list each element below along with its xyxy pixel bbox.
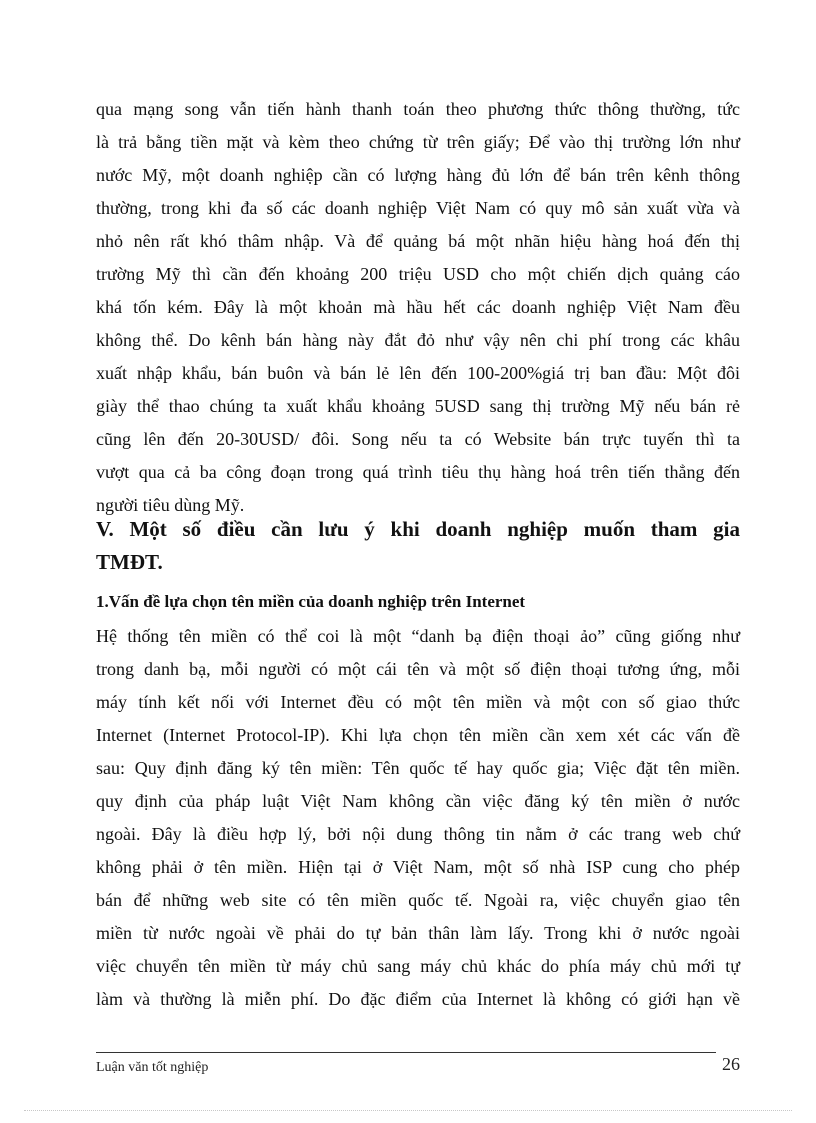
- page-bottom-divider: [24, 1110, 792, 1111]
- paragraph-line: không phải ở tên miền. Hiện tại ở Việt Nam, một số nhà ISP cung cho phép: [96, 857, 740, 877]
- section-heading-line: V. Một số điều cần lưu ý khi doanh nghiệp muốn tham gia: [96, 517, 740, 541]
- paragraph-line: nước Mỹ, một doanh nghiệp cần có lượng hàng đủ lớn để bán trên kênh thông: [96, 165, 740, 185]
- paragraph-line: cũng lên đến 20-30USD/ đôi. Song nếu ta có Website bán trực tuyến thì ta: [96, 429, 740, 449]
- section-heading-line: TMĐT.: [96, 550, 163, 574]
- paragraph-line: trong danh bạ, mỗi người có một cái tên và một số điện thoại tương ứng, mỗi: [96, 659, 740, 679]
- paragraph-line: Hệ thống tên miền có thể coi là một “danh bạ điện thoại ảo” cũng giống như: [96, 626, 740, 646]
- paragraph-line: thường, trong khi đa số các doanh nghiệp Việt Nam có quy mô sản xuất vừa và: [96, 198, 740, 218]
- paragraph-line: Internet (Internet Protocol-IP). Khi lựa chọn tên miền cần xem xét các vấn đề: [96, 725, 740, 745]
- paragraph-line: vượt qua cả ba công đoạn trong quá trình tiêu thụ hàng hoá trên tiến thẳng đến: [96, 462, 740, 482]
- paragraph-line: xuất nhập khẩu, bán buôn và bán lẻ lên đến 100-200%giá trị ban đầu: Một đôi: [96, 363, 740, 383]
- paragraph-line: không thể. Do kênh bán hàng này đắt đỏ như vậy nên chi phí trong các khâu: [96, 330, 740, 350]
- paragraph-line: là trả bằng tiền mặt và kèm theo chứng từ trên giấy; Để vào thị trường lớn như: [96, 132, 740, 152]
- paragraph-line: khá tốn kém. Đây là một khoản mà hầu hết các doanh nghiệp Việt Nam đều: [96, 297, 740, 317]
- paragraph-line: quy định của pháp luật Việt Nam không cần việc đăng ký tên miền ở nước: [96, 791, 740, 811]
- paragraph-line: việc chuyển tên miền từ máy chủ sang máy chủ khác do phía máy chủ mới tự: [96, 956, 740, 976]
- paragraph-line: người tiêu dùng Mỹ.: [96, 495, 245, 515]
- paragraph-line: nhỏ nên rất khó thâm nhập. Và để quảng bá một nhãn hiệu hàng hoá đến thị: [96, 231, 740, 251]
- paragraph-line: máy tính kết nối với Internet đều có một tên miền và một con số giao thức: [96, 692, 740, 712]
- page-number: 26: [722, 1054, 740, 1074]
- subsection-heading: 1.Vấn đề lựa chọn tên miền của doanh nghiệp trên Internet: [96, 592, 526, 611]
- footer-divider: [96, 1052, 716, 1053]
- paragraph-line: giày thể thao chúng ta xuất khẩu khoảng 5USD sang thị trường Mỹ nếu bán rẻ: [96, 396, 740, 416]
- paragraph-line: bán để những web site có tên miền quốc tế. Ngoài ra, việc chuyển giao tên: [96, 890, 740, 910]
- paragraph-line: sau: Quy định đăng ký tên miền: Tên quốc tế hay quốc gia; Việc đặt tên miền.: [96, 758, 740, 778]
- paragraph-line: miền từ nước ngoài về phải do tự bản thân làm lấy. Trong khi ở nước ngoài: [96, 923, 740, 943]
- paragraph-line: làm và thường là miễn phí. Do đặc điểm của Internet là không có giới hạn về: [96, 989, 740, 1009]
- paragraph-line: ngoài. Đây là điều hợp lý, bởi nội dung thông tin nằm ở các trang web chứ: [96, 824, 740, 844]
- paragraph-line: trường Mỹ thì cần đến khoảng 200 triệu USD cho một chiến dịch quảng cáo: [96, 264, 740, 284]
- footer-label: Luận văn tốt nghiệp: [96, 1060, 209, 1075]
- paragraph-line: qua mạng song vẫn tiến hành thanh toán theo phương thức thông thường, tức: [96, 99, 740, 119]
